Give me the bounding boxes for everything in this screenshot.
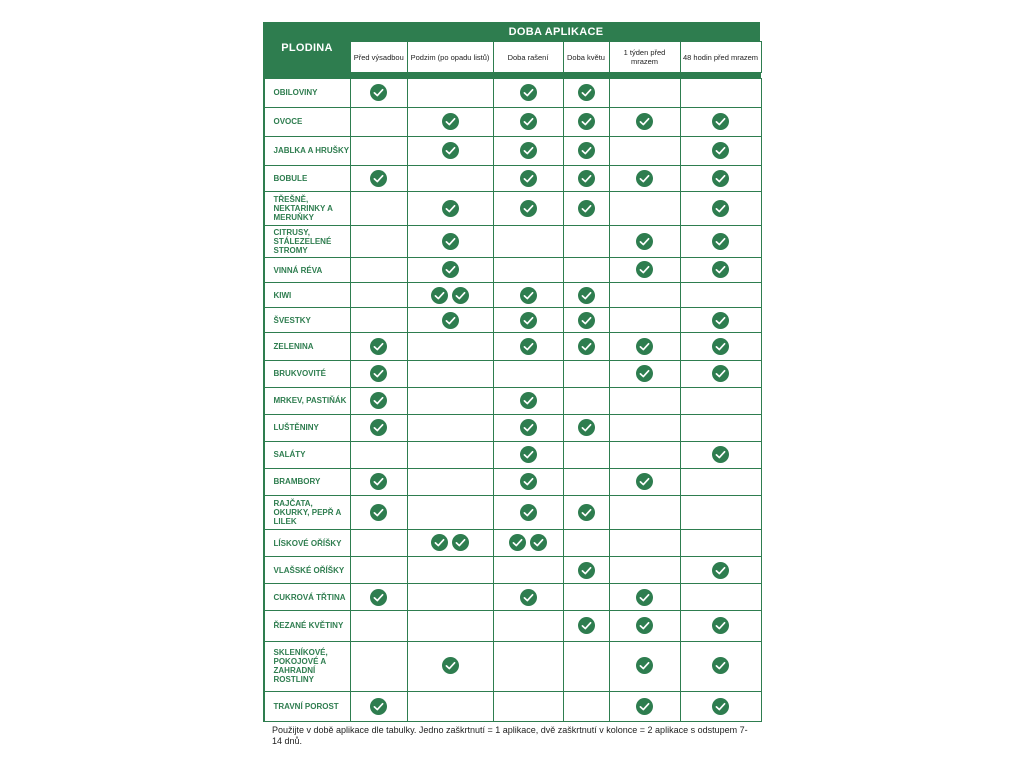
check-circle-icon	[712, 338, 729, 355]
check-circle-icon	[442, 657, 459, 674]
check-circle-icon	[636, 113, 653, 130]
table-cell	[563, 584, 609, 611]
check-circle-icon	[636, 473, 653, 490]
check-circle-icon	[636, 261, 653, 278]
check-circle-icon	[520, 287, 537, 304]
table-cell	[493, 387, 563, 414]
table-cell	[350, 611, 407, 641]
check-circle-icon	[431, 534, 448, 551]
check-circle-icon	[530, 534, 547, 551]
table-row	[264, 258, 761, 283]
table-cell	[350, 691, 407, 721]
table-cell	[493, 557, 563, 584]
table-cell	[493, 641, 563, 691]
table-cell	[493, 414, 563, 441]
table-cell	[493, 496, 563, 530]
table-cell	[563, 496, 609, 530]
table-cell	[680, 496, 761, 530]
table-cell	[609, 387, 680, 414]
check-circle-icon	[370, 698, 387, 715]
check-circle-icon	[520, 473, 537, 490]
table-cell	[563, 226, 609, 258]
table-cell	[407, 107, 493, 136]
crop-name: VLAŠSKÉ OŘÍŠKY	[264, 557, 350, 584]
table-cell	[563, 530, 609, 557]
check-circle-icon	[578, 113, 595, 130]
check-circle-icon	[636, 170, 653, 187]
crop-name: BRUKVOVITÉ	[264, 360, 350, 387]
table-cell	[680, 78, 761, 107]
table-cell	[609, 641, 680, 691]
table-cell	[563, 78, 609, 107]
table-cell	[563, 107, 609, 136]
table-cell	[493, 165, 563, 191]
table-cell	[609, 496, 680, 530]
table-cell	[609, 226, 680, 258]
column-header-before-planting: Před výsadbou	[350, 42, 407, 73]
table-cell	[350, 283, 407, 308]
check-circle-icon	[520, 113, 537, 130]
table-row	[264, 308, 761, 333]
table-row	[264, 107, 761, 136]
crop-name: MRKEV, PASTIŇÁK	[264, 387, 350, 414]
table-cell	[609, 283, 680, 308]
check-circle-icon	[712, 365, 729, 382]
check-circle-icon	[520, 589, 537, 606]
crop-name: LUŠTĚNINY	[264, 414, 350, 441]
crop-name: KIWI	[264, 283, 350, 308]
table-cell	[493, 584, 563, 611]
table-cell	[609, 611, 680, 641]
table-cell	[407, 226, 493, 258]
table-cell	[407, 258, 493, 283]
table-cell	[609, 107, 680, 136]
footnote: Použijte v době aplikace dle tabulky. Jedno zaškrtnutí = 1 aplikace, dvě zaškrtnutí v kolonce = 2 aplikace s odstupem 7-14 dnů.	[272, 725, 748, 746]
check-circle-icon	[712, 113, 729, 130]
table-cell	[680, 691, 761, 721]
table-cell	[680, 530, 761, 557]
table-row	[264, 584, 761, 611]
table-cell	[680, 308, 761, 333]
table-cell	[680, 557, 761, 584]
table-cell	[350, 165, 407, 191]
table-cell	[680, 584, 761, 611]
check-circle-icon	[712, 446, 729, 463]
table-cell	[609, 557, 680, 584]
table-cell	[680, 165, 761, 191]
check-circle-icon	[636, 589, 653, 606]
table-row	[264, 283, 761, 308]
table-row	[264, 496, 761, 530]
table-cell	[350, 584, 407, 611]
check-circle-icon	[520, 84, 537, 101]
check-circle-icon	[712, 142, 729, 159]
table-cell	[407, 136, 493, 165]
table-cell	[680, 468, 761, 495]
check-circle-icon	[509, 534, 526, 551]
table-cell	[350, 226, 407, 258]
table-cell	[407, 78, 493, 107]
table-cell	[563, 611, 609, 641]
table-cell	[680, 641, 761, 691]
table-cell	[609, 136, 680, 165]
check-circle-icon	[520, 446, 537, 463]
table-cell	[350, 387, 407, 414]
check-circle-icon	[370, 419, 387, 436]
table-cell	[563, 258, 609, 283]
table-cell	[493, 308, 563, 333]
table-cell	[609, 78, 680, 107]
check-circle-icon	[442, 200, 459, 217]
table-cell	[680, 258, 761, 283]
table-cell	[350, 641, 407, 691]
table-row	[264, 165, 761, 191]
table-cell	[609, 308, 680, 333]
check-circle-icon	[370, 504, 387, 521]
table-cell	[407, 165, 493, 191]
crop-name: JABLKA A HRUŠKY	[264, 136, 350, 165]
check-circle-icon	[370, 392, 387, 409]
table-row	[264, 191, 761, 225]
table-row	[264, 611, 761, 641]
table-row	[264, 530, 761, 557]
table-cell	[350, 441, 407, 468]
check-circle-icon	[370, 170, 387, 187]
table-cell	[350, 333, 407, 360]
table-cell	[493, 107, 563, 136]
table-cell	[563, 136, 609, 165]
table-cell	[563, 557, 609, 584]
table-cell	[680, 191, 761, 225]
table-cell	[493, 441, 563, 468]
check-circle-icon	[520, 392, 537, 409]
crop-name: ŠVESTKY	[264, 308, 350, 333]
table-cell	[350, 136, 407, 165]
check-circle-icon	[520, 200, 537, 217]
table-row	[264, 136, 761, 165]
column-header-budding: Doba rašení	[493, 42, 563, 73]
check-circle-icon	[578, 504, 595, 521]
check-circle-icon	[578, 200, 595, 217]
check-circle-icon	[370, 338, 387, 355]
check-circle-icon	[520, 338, 537, 355]
table-cell	[563, 387, 609, 414]
table-row	[264, 441, 761, 468]
application-table-panel	[263, 22, 760, 722]
table-row	[264, 226, 761, 258]
table-cell	[350, 414, 407, 441]
crop-name: TŘEŠNĚ, NEKTARINKY A MERUŇKY	[264, 191, 350, 225]
check-circle-icon	[712, 233, 729, 250]
table-cell	[407, 611, 493, 641]
crop-name: CUKROVÁ TŘTINA	[264, 584, 350, 611]
table-cell	[407, 441, 493, 468]
table-cell	[493, 530, 563, 557]
table-cell	[680, 333, 761, 360]
table-cell	[493, 136, 563, 165]
check-circle-icon	[636, 698, 653, 715]
check-circle-icon	[636, 365, 653, 382]
check-circle-icon	[578, 338, 595, 355]
check-circle-icon	[442, 233, 459, 250]
table-cell	[563, 641, 609, 691]
table-cell	[680, 611, 761, 641]
check-circle-icon	[636, 617, 653, 634]
table-cell	[493, 191, 563, 225]
crop-name: RAJČATA, OKURKY, PEPŘ A LILEK	[264, 496, 350, 530]
table-cell	[493, 333, 563, 360]
table-cell	[407, 496, 493, 530]
column-header-week-before-frost: 1 týden před mrazem	[609, 42, 680, 73]
table-cell	[563, 333, 609, 360]
table-cell	[350, 308, 407, 333]
table-cell	[563, 691, 609, 721]
table-row	[264, 557, 761, 584]
check-circle-icon	[370, 473, 387, 490]
table-cell	[563, 360, 609, 387]
column-header-autumn: Podzim (po opadu listů)	[407, 42, 493, 73]
check-circle-icon	[520, 312, 537, 329]
crop-name: OVOCE	[264, 107, 350, 136]
table-cell	[493, 468, 563, 495]
table-cell	[350, 557, 407, 584]
table-cell	[493, 226, 563, 258]
check-circle-icon	[520, 504, 537, 521]
application-time-header: DOBA APLIKACE	[508, 26, 604, 38]
check-circle-icon	[578, 142, 595, 159]
check-circle-icon	[712, 261, 729, 278]
table-cell	[680, 136, 761, 165]
table-cell	[563, 283, 609, 308]
check-circle-icon	[636, 338, 653, 355]
table-cell	[563, 441, 609, 468]
table-cell	[563, 308, 609, 333]
table-cell	[407, 584, 493, 611]
crop-name: TRAVNÍ POROST	[264, 691, 350, 721]
table-cell	[680, 360, 761, 387]
crop-name: LÍSKOVÉ OŘÍŠKY	[264, 530, 350, 557]
table-cell	[563, 165, 609, 191]
table-cell	[609, 165, 680, 191]
column-header-48h-before-frost: 48 hodin před mrazem	[680, 42, 761, 73]
check-circle-icon	[712, 698, 729, 715]
check-circle-icon	[578, 617, 595, 634]
column-header-flowering: Doba květu	[563, 42, 609, 73]
table-row	[264, 468, 761, 495]
table-row	[264, 333, 761, 360]
crop-name: SALÁTY	[264, 441, 350, 468]
check-circle-icon	[442, 113, 459, 130]
check-circle-icon	[442, 261, 459, 278]
check-circle-icon	[712, 200, 729, 217]
table-cell	[609, 333, 680, 360]
table-row	[264, 78, 761, 107]
crop-name: SKLENÍKOVÉ, POKOJOVÉ A ZAHRADNÍ ROSTLINY	[264, 641, 350, 691]
table-cell	[680, 441, 761, 468]
table-row	[264, 691, 761, 721]
table-cell	[493, 360, 563, 387]
crop-name: OBILOVINY	[264, 78, 350, 107]
check-circle-icon	[370, 84, 387, 101]
table-cell	[609, 441, 680, 468]
table-cell	[563, 414, 609, 441]
table-cell	[680, 387, 761, 414]
check-circle-icon	[370, 589, 387, 606]
table-cell	[350, 530, 407, 557]
table-cell	[609, 584, 680, 611]
check-circle-icon	[578, 312, 595, 329]
table-cell	[350, 107, 407, 136]
check-circle-icon	[452, 534, 469, 551]
check-circle-icon	[636, 233, 653, 250]
crop-name: ZELENINA	[264, 333, 350, 360]
table-cell	[609, 530, 680, 557]
table-cell	[493, 691, 563, 721]
check-circle-icon	[578, 84, 595, 101]
table-cell	[350, 258, 407, 283]
table-cell	[609, 360, 680, 387]
check-circle-icon	[442, 142, 459, 159]
crop-name: BRAMBORY	[264, 468, 350, 495]
check-circle-icon	[712, 170, 729, 187]
check-circle-icon	[578, 419, 595, 436]
crop-column-header: PLODINA	[264, 23, 350, 73]
table-cell	[609, 691, 680, 721]
table-cell	[350, 191, 407, 225]
check-circle-icon	[712, 312, 729, 329]
table-cell	[563, 468, 609, 495]
application-table	[263, 22, 762, 722]
check-circle-icon	[712, 562, 729, 579]
table-cell	[563, 191, 609, 225]
table-cell	[493, 78, 563, 107]
check-circle-icon	[578, 287, 595, 304]
table-cell	[407, 557, 493, 584]
check-circle-icon	[370, 365, 387, 382]
table-cell	[407, 283, 493, 308]
table-cell	[407, 530, 493, 557]
table-cell	[493, 611, 563, 641]
table-row	[264, 360, 761, 387]
table-row	[264, 414, 761, 441]
table-cell	[407, 191, 493, 225]
check-circle-icon	[442, 312, 459, 329]
table-cell	[350, 78, 407, 107]
table-cell	[680, 107, 761, 136]
table-cell	[407, 360, 493, 387]
table-cell	[407, 308, 493, 333]
table-cell	[350, 496, 407, 530]
table-row	[264, 387, 761, 414]
check-circle-icon	[578, 170, 595, 187]
table-cell	[609, 258, 680, 283]
table-cell	[680, 283, 761, 308]
table-cell	[680, 226, 761, 258]
check-circle-icon	[520, 170, 537, 187]
table-cell	[407, 691, 493, 721]
check-circle-icon	[520, 142, 537, 159]
table-cell	[407, 414, 493, 441]
check-circle-icon	[712, 657, 729, 674]
table-cell	[350, 360, 407, 387]
table-cell	[407, 333, 493, 360]
crop-name: VINNÁ RÉVA	[264, 258, 350, 283]
table-cell	[407, 387, 493, 414]
table-cell	[609, 414, 680, 441]
table-cell	[609, 468, 680, 495]
crop-name: BOBULE	[264, 165, 350, 191]
crop-name: CITRUSY, STÁLEZELENÉ STROMY	[264, 226, 350, 258]
table-cell	[407, 641, 493, 691]
check-circle-icon	[578, 562, 595, 579]
check-circle-icon	[636, 657, 653, 674]
table-cell	[609, 191, 680, 225]
table-row	[264, 641, 761, 691]
check-circle-icon	[452, 287, 469, 304]
table-cell	[493, 258, 563, 283]
table-body	[264, 78, 761, 722]
table-cell	[407, 468, 493, 495]
table-cell	[350, 468, 407, 495]
check-circle-icon	[712, 617, 729, 634]
check-circle-icon	[520, 419, 537, 436]
table-cell	[493, 283, 563, 308]
crop-name: ŘEZANÉ KVĚTINY	[264, 611, 350, 641]
check-circle-icon	[431, 287, 448, 304]
table-cell	[680, 414, 761, 441]
